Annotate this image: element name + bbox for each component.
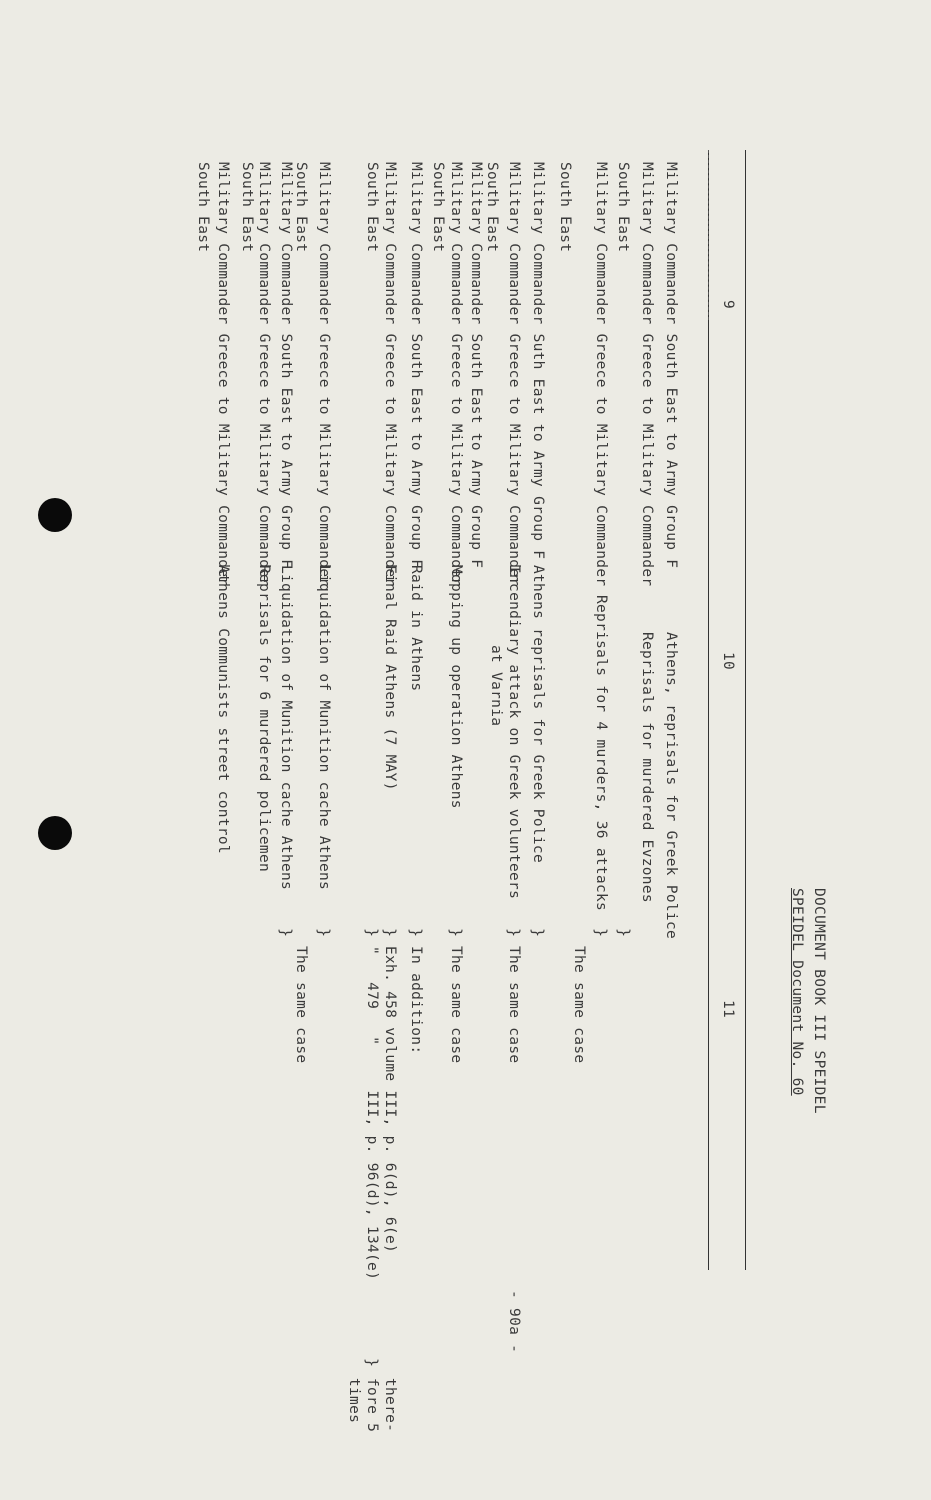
row-from-to: South East	[615, 162, 631, 253]
brace: }	[505, 928, 523, 938]
page-number: - 90a -	[506, 1290, 522, 1354]
dashed-rule	[708, 150, 709, 320]
remark-therefore: times	[346, 1378, 362, 1424]
header-doc-line: SPEIDEL Document No. 60	[789, 888, 805, 1096]
brace: }	[381, 928, 399, 938]
brace: }	[363, 928, 381, 938]
row-from-to: Military Commander South East to Army Group F	[408, 162, 424, 569]
brace: }	[407, 928, 425, 938]
remark-exhibit-1: Exh. 458 volume III, p. 6(d), 6(e)	[382, 946, 398, 1254]
remark-exhibit-2: " 479 " III, p. 96(d), 134(e)	[364, 946, 380, 1281]
row-from-to: Military Commander South East to Army Group F	[663, 162, 679, 569]
row-from-to: Military Commander Greece to Military Commander	[316, 162, 332, 587]
row-from-to: Military Commander South East to Army Group F	[468, 162, 484, 569]
row-subject: Athens Communists street control	[215, 565, 231, 854]
brace: }	[447, 928, 465, 938]
brace: }	[615, 928, 633, 938]
remark-same-case: The same case	[448, 946, 464, 1064]
row-from-to: Military Commander Greece to Military Commander	[639, 162, 655, 587]
brace: }	[529, 928, 547, 938]
row-subject: Liquidation of Munition cache Athens	[316, 565, 332, 891]
row-from-to: South East	[293, 162, 309, 253]
row-from-to: South East	[239, 162, 255, 253]
row-subject: Liquidation of Munition cache Athens	[278, 565, 294, 891]
row-subject: Reprisals for murdered Evzones	[639, 632, 655, 903]
remark-same-case: The same case	[506, 946, 522, 1064]
remark-same-case: The same case	[293, 946, 309, 1064]
row-subject: Mopping up operation Athens	[448, 565, 464, 809]
row-from-to: South East	[430, 162, 446, 253]
row-from-to: Military Commander Greece to Military Commander	[593, 162, 609, 587]
remark-in-addition: In addition:	[408, 946, 424, 1055]
row-subject: Reprisals for 6 murdered policemen	[256, 565, 272, 873]
row-subject: Raid in Athens	[408, 565, 424, 692]
remark-same-case: The same case	[571, 946, 587, 1064]
row-from-to: South East	[195, 162, 211, 253]
row-subject: Athens reprisals for Greek Police	[530, 565, 546, 863]
row-from-to: South East	[364, 162, 380, 253]
row-from-to: Military Commander Greece to Military Commander	[256, 162, 272, 587]
row-from-to: Military Commander Greece to Military Commander	[506, 162, 522, 587]
remark-therefore: there-	[382, 1378, 398, 1433]
column-10: 10	[720, 652, 736, 671]
brace: }	[315, 928, 333, 938]
row-subject: Incendiary attack on Greek volunteers	[506, 565, 522, 900]
header-book-line: DOCUMENT BOOK III SPEIDEL	[811, 888, 827, 1114]
row-from-to: Military Commander Greece to Military Commander	[215, 162, 231, 587]
row-from-to: South East	[557, 162, 573, 253]
top-rule	[745, 150, 746, 1270]
row-subject: Final Raid Athens (7 MAY)	[382, 565, 398, 791]
row-subject: Athens, reprisals for Greek Police	[663, 632, 679, 940]
remark-therefore: fore 5	[364, 1378, 380, 1433]
row-from-to: Military Commander Greece to Military Commander	[448, 162, 464, 587]
row-from-to: Military Commander Suth East to Army Group F	[530, 162, 546, 560]
row-from-to: South East	[484, 162, 500, 253]
column-9: 9	[720, 300, 736, 310]
brace: }	[277, 928, 295, 938]
row-subject: at Varnia	[488, 645, 504, 727]
row-subject: Reprisals for 4 murders, 36 attacks	[593, 595, 609, 912]
column-11: 11	[720, 1000, 736, 1019]
row-from-to: Military Commander South East to Army Group F	[278, 162, 294, 569]
row-from-to: Military Commander Greece to Military Commander	[382, 162, 398, 587]
brace: }	[363, 1358, 381, 1368]
brace: }	[592, 928, 610, 938]
